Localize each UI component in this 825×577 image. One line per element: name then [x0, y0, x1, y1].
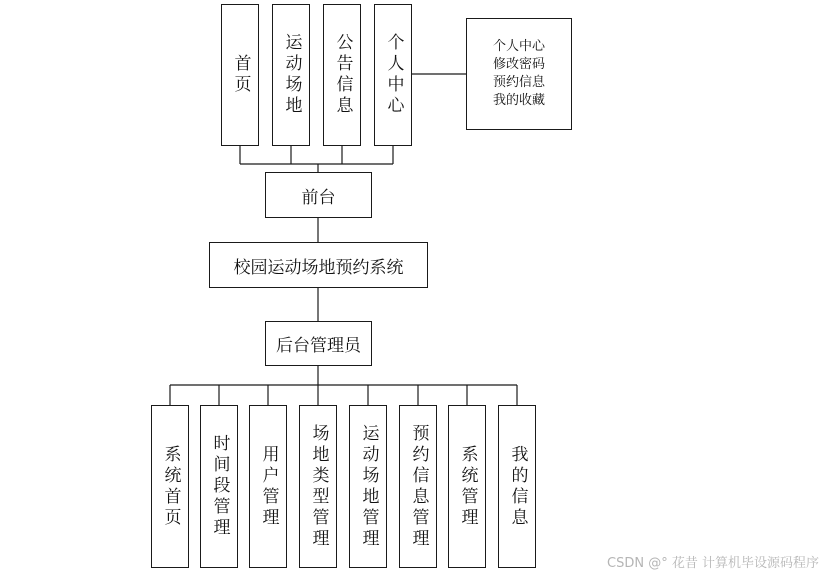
- backend-module-system-management: [448, 405, 486, 568]
- backend-admin-label: 后台管理员: [276, 336, 361, 356]
- backend-module-my-info: [498, 405, 536, 568]
- backend-admin-node: [265, 321, 372, 366]
- backend-module-label: 系统管理: [457, 444, 478, 529]
- backend-module-system-home: [151, 405, 189, 568]
- backend-module-user-management: [249, 405, 287, 568]
- watermark-text: CSDN @° 花昔 计算机毕设源码程序: [607, 556, 819, 571]
- frontend-module-home: [221, 4, 259, 146]
- backend-module-label: 我的信息: [507, 444, 528, 529]
- backend-module-label: 预约信息管理: [408, 423, 429, 550]
- frontend-module-label: 公告信息: [332, 33, 353, 117]
- frontend-module-venues: [272, 4, 310, 146]
- frontend-module-announcements: [323, 4, 361, 146]
- backend-module-timeslot-management: [200, 405, 238, 568]
- personal-center-item: 修改密码: [492, 57, 545, 72]
- backend-module-venue-management: [349, 405, 387, 568]
- frontend-module-label: 首页: [230, 54, 251, 96]
- frontend-module-label: 运动场地: [281, 33, 302, 117]
- personal-center-item: 我的收藏: [492, 93, 545, 108]
- system-title: 校园运动场地预约系统: [233, 257, 404, 278]
- frontend-label: 前台: [301, 187, 336, 208]
- frontend-node: [265, 172, 372, 218]
- backend-module-label: 时间段管理: [209, 434, 230, 539]
- frontend-module-personal-center: [374, 4, 412, 146]
- backend-module-label: 用户管理: [258, 444, 279, 529]
- backend-module-venue-type-management: [299, 405, 337, 568]
- personal-center-item: 个人中心: [492, 39, 545, 54]
- system-root-node: [209, 242, 428, 288]
- backend-module-label: 运动场地管理: [358, 423, 379, 550]
- backend-module-reservation-management: [399, 405, 437, 568]
- backend-module-label: 系统首页: [160, 444, 181, 529]
- personal-center-detail-box: [466, 18, 572, 130]
- backend-module-label: 场地类型管理: [308, 423, 329, 550]
- personal-center-item: 预约信息: [492, 75, 545, 90]
- frontend-module-label: 个人中心: [383, 33, 404, 117]
